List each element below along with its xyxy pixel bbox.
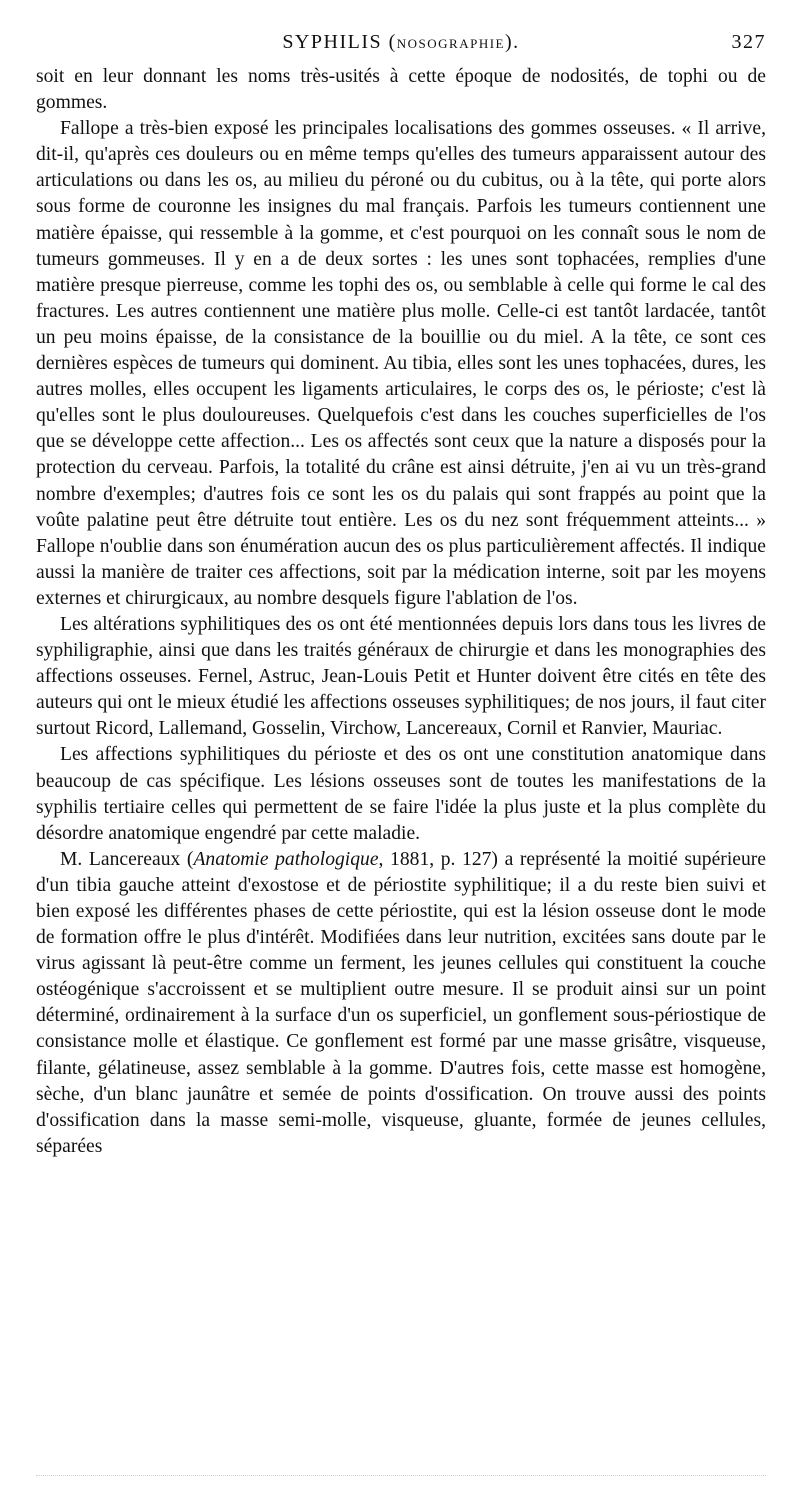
page-number: 327 — [731, 31, 766, 53]
paragraph-fallope: Fallope a très-bien exposé les principales localisations des gommes osseuses. « Il arrive, dit-il, qu'après ces douleurs ou en même temps qu'elles des tumeurs apparaissent autour des articulations ou dans les os, au milieu du péroné ou du cubitus, ou à la tête, qui porte alors sous forme de couronne les insignes du mal français. Parfois les tumeurs contiennent une matière épaisse, qui ressemble à la gomme, et c'est pourquoi on les connaît sous le nom de tumeurs gommeuses. Il y en a de deux sortes : les unes sont tophacées, remplies d'une matière presque pierreuse, comme les tophi des os, ou semblable à celle qui forme le cal des fractures. Les autres contiennent une matière plus molle. Celle-ci est tantôt lardacée, tantôt un peu moins épaisse, de la consistance de la bouillie ou du miel. A la tête, ce sont ces dernières espèces de tumeurs qui dominent. Au tibia, elles sont les unes tophacées, dures, les autres molles, elles occupent les ligaments articulaires, le corps des os, le périoste; c'est là qu'elles sont le plus douloureuses. Quelquefois c'est dans les couches superficielles de l'os que se développe cette affection... Les os affectés sont ceux que la nature a disposés pour la protection du cerveau. Parfois, la totalité du crâne est ainsi détruite, j'en ai vu un très-grand nombre d'exemples; d'autres fois ce sont les os du palais qui sont frappés au point que la voûte palatine peut être détruite tout entière. Les os du nez sont fréquemment atteints... » Fallope n'oublie dans son énumération aucun des os plus particulièrement affectés. Il indique aussi la manière de traiter ces affections, soit par la médication interne, soit par les moyens externes et chirurgicaux, au nombre desquels figure l'ablation de l'os. — [36, 118, 766, 609]
running-header — [36, 31, 766, 61]
bottom-bleed-through — [36, 1475, 766, 1476]
paragraph-constitution: Les affections syphilitiques du périoste et des os ont une constitution anatomique dans beaucoup de cas spécifique. Les lésions osseuses sont de toutes les manifestations de la syphilis tertiaire celles qui permettent de se faire l'idée la plus juste et la plus complète du désordre anatomique engendré par cette maladie. — [36, 744, 766, 844]
book-title-italic: Anatomie pathologique — [193, 848, 379, 870]
page-body — [36, 64, 766, 1160]
running-title: SYPHILIS (NOSOGRAPHIE). — [282, 31, 520, 53]
paragraph-historique: Les altérations syphilitiques des os ont été mentionnées depuis lors dans tous les livres de syphiligraphie, ainsi que dans les traités généraux de chirurgie et dans les monographies des affections osseuses. Fernel, Astruc, Jean-Louis Petit et Hunter doivent être cités en tête des auteurs qui ont le mieux étudié les affections osseuses syphilitiques; de nos jours, il faut citer surtout Ricord, Lallemand, Gosselin, Virchow, Lancereaux, Cornil et Ranvier, Mauriac. — [36, 613, 766, 740]
paragraph-continuation: soit en leur donnant les noms très-usités à cette époque de nodosités, de tophi ou de gommes. — [36, 66, 766, 114]
running-subtitle: NOSOGRAPHIE — [396, 36, 505, 51]
paragraph-lancereaux: M. Lancereaux (Anatomie pathologique, 1881, p. 127) a représenté la moitié supérieure d'un tibia gauche atteint d'exostose et de périostite syphilitique; il a du reste bien suivi et bien exposé les différentes phases de cette périostite, qui est la lésion osseuse dont le mode de formation offre le plus d'intérêt. Modifiées dans leur nutrition, excitées sans doute par le virus agissant là peut-être comme un ferment, les jeunes cellules qui constituent la couche ostéogénique s'accroissent et se multiplient outre mesure. Il se produit ainsi sur un point déterminé, ordinairement à la surface d'un os superficiel, un gonflement sous-périostique de consistance molle et élastique. Ce gonflement est formé par une masse grisâtre, visqueuse, filante, gélatineuse, assez semblable à la gomme. D'autres fois, cette masse est homogène, sèche, d'un blanc jaunâtre et semée de points d'ossification. On trouve aussi des points d'ossification dans la masse semi-molle, visqueuse, gluante, formée de jeunes cellules, séparées — [36, 848, 766, 1157]
